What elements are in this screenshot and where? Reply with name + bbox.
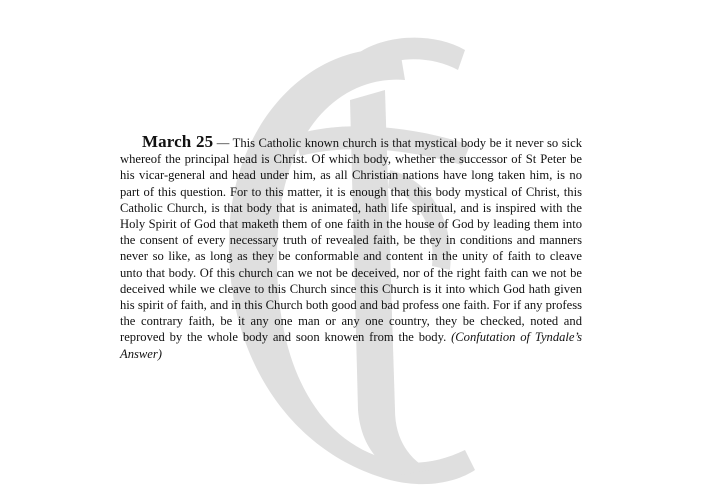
entry-body: This Catholic known church is that mystical body be it never so sick whereof the principal head is Christ. Of which body, whether the successor of St Peter be his vicar-general and head under him, as all Christian nations have long taken him, is no part of this question. For to this matter, it is enough that this body mystical of Christ, this Catholic Church, is that body that is animated, hath life spiritual, and is inspired with the Holy Spirit of God that maketh them of one faith in the house of God by leading them into the consent of every necessary truth of revealed faith, be they in conditions and manners never so like, as long as they be conformable and content in the unity of faith to cleave unto that body. Of this church can we not be deceived, nor of the right faith can we not be deceived while we cleave to this Church since this Church is it into which God hath given his spirit of faith, and in this Church both good and bad profess one faith. For if any profess the contrary faith, be it any one man or any one country, they be checked, noted and reproved by the whole body and soon knowen from the body. xyxy=(120,136,582,345)
devotional-entry xyxy=(120,134,582,362)
entry-dash: — xyxy=(213,136,233,150)
entry-date: March 25 xyxy=(142,132,214,151)
entry-source: (Confutation of Tyndale’s Answer) xyxy=(120,330,582,361)
